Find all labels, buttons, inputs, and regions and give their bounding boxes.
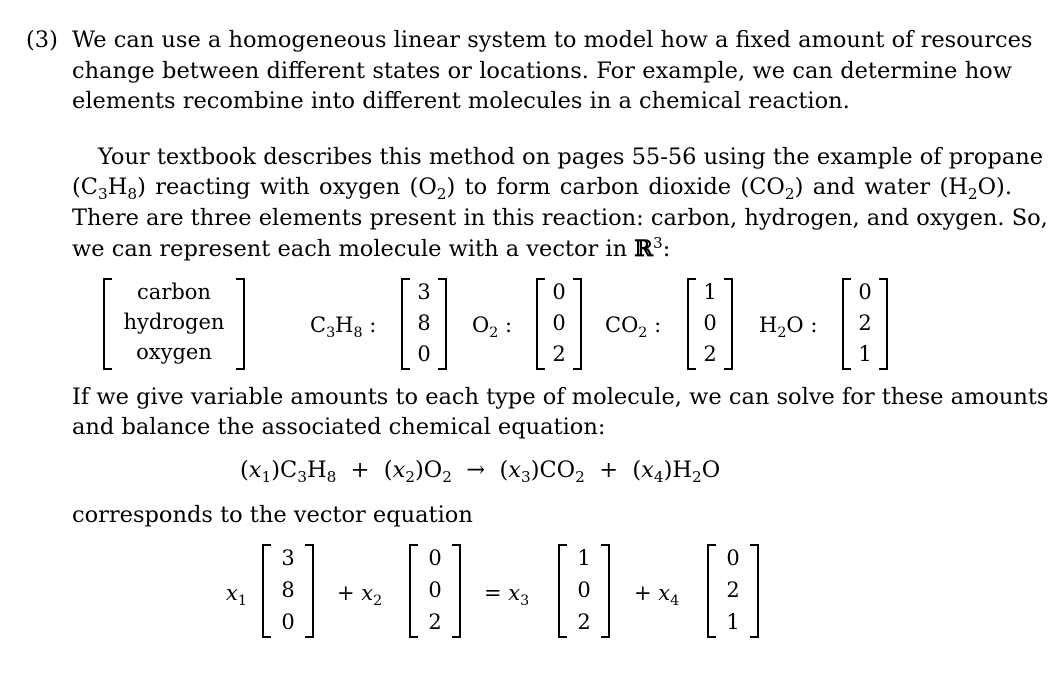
bracket-right — [305, 544, 314, 638]
plus-1: + $x_2$ — [337, 581, 383, 609]
bracket-left — [842, 278, 851, 370]
bracket-right — [452, 544, 461, 638]
bracket-right — [724, 278, 733, 370]
equals: = $x_3$ — [484, 581, 530, 609]
vector-co2: 1 0 2 — [703, 280, 717, 366]
molecule-label-h2o: $H_2O$ : — [759, 313, 818, 341]
vec-eq-c3h8: 3 8 0 — [281, 546, 295, 634]
bracket-right — [601, 544, 610, 638]
bracket-right — [438, 278, 447, 370]
vec-eq-h2o: 0 2 1 — [726, 546, 740, 634]
element-label: hydrogen — [123, 310, 225, 334]
chemical-equation: $(x_1)C_3H_8 + (x_2)O_2 \to (x_3)CO_2 + (x_4)H_2O$ — [240, 457, 721, 487]
bracket-left — [687, 278, 696, 370]
bracket-left — [401, 278, 410, 370]
bracket-left — [103, 278, 112, 370]
para3-line-2: and balance the associated chemical equation: — [72, 414, 606, 440]
bracket-right — [573, 278, 582, 370]
molecule-label-c3h8: $C_3H_8$ : — [310, 313, 377, 341]
para2-line-3: There are three elements present in this reaction: carbon, hydrogen, and oxygen. So, — [72, 205, 1048, 231]
element-label: carbon — [137, 280, 211, 304]
vec-eq-o2: 0 0 2 — [428, 546, 442, 634]
vector-h2o: 0 2 1 — [858, 280, 872, 366]
problem-number: (3) — [26, 27, 58, 53]
bracket-right — [750, 544, 759, 638]
bracket-left — [707, 544, 716, 638]
bracket-right — [236, 278, 245, 370]
element-labels-vector — [112, 277, 236, 367]
bracket-left — [558, 544, 567, 638]
vector-o2: 0 0 2 — [552, 280, 566, 366]
element-label: oxygen — [136, 340, 212, 364]
bracket-right — [879, 278, 888, 370]
bracket-left — [536, 278, 545, 370]
intro-line-3: elements recombine into different molecules in a chemical reaction. — [72, 88, 850, 114]
intro-line-2: change between different states or locations. For example, we can determine how — [72, 58, 1012, 84]
bracket-left — [409, 544, 418, 638]
vec-eq-co2: 1 0 2 — [577, 546, 591, 634]
molecule-label-co2: $CO_2$ : — [605, 313, 662, 341]
intro-line-1: We can use a homogeneous linear system to model how a fixed amount of resources — [72, 27, 1033, 53]
coef-x1: $x_1$ — [226, 581, 247, 609]
para2-line-1: Your textbook describes this method on pages 55-56 using the example of propane — [98, 144, 1044, 170]
para3-line-1: If we give variable amounts to each type of molecule, we can solve for these amounts — [72, 384, 1049, 410]
para2-line-4: we can represent each molecule with a vector in ℝ$^3$: — [72, 233, 671, 262]
plus-2: + $x_4$ — [634, 581, 680, 609]
para4: corresponds to the vector equation — [72, 502, 473, 528]
vector-c3h8: 3 8 0 — [417, 280, 431, 366]
molecule-label-o2: $O_2$ : — [472, 313, 513, 341]
bracket-left — [262, 544, 271, 638]
para2-line-2: $(C_3H_8)$ reacting with oxygen $(O_2)$ to form carbon dioxide $(CO_2)$ and water $(H_2O)$. — [72, 174, 1012, 204]
